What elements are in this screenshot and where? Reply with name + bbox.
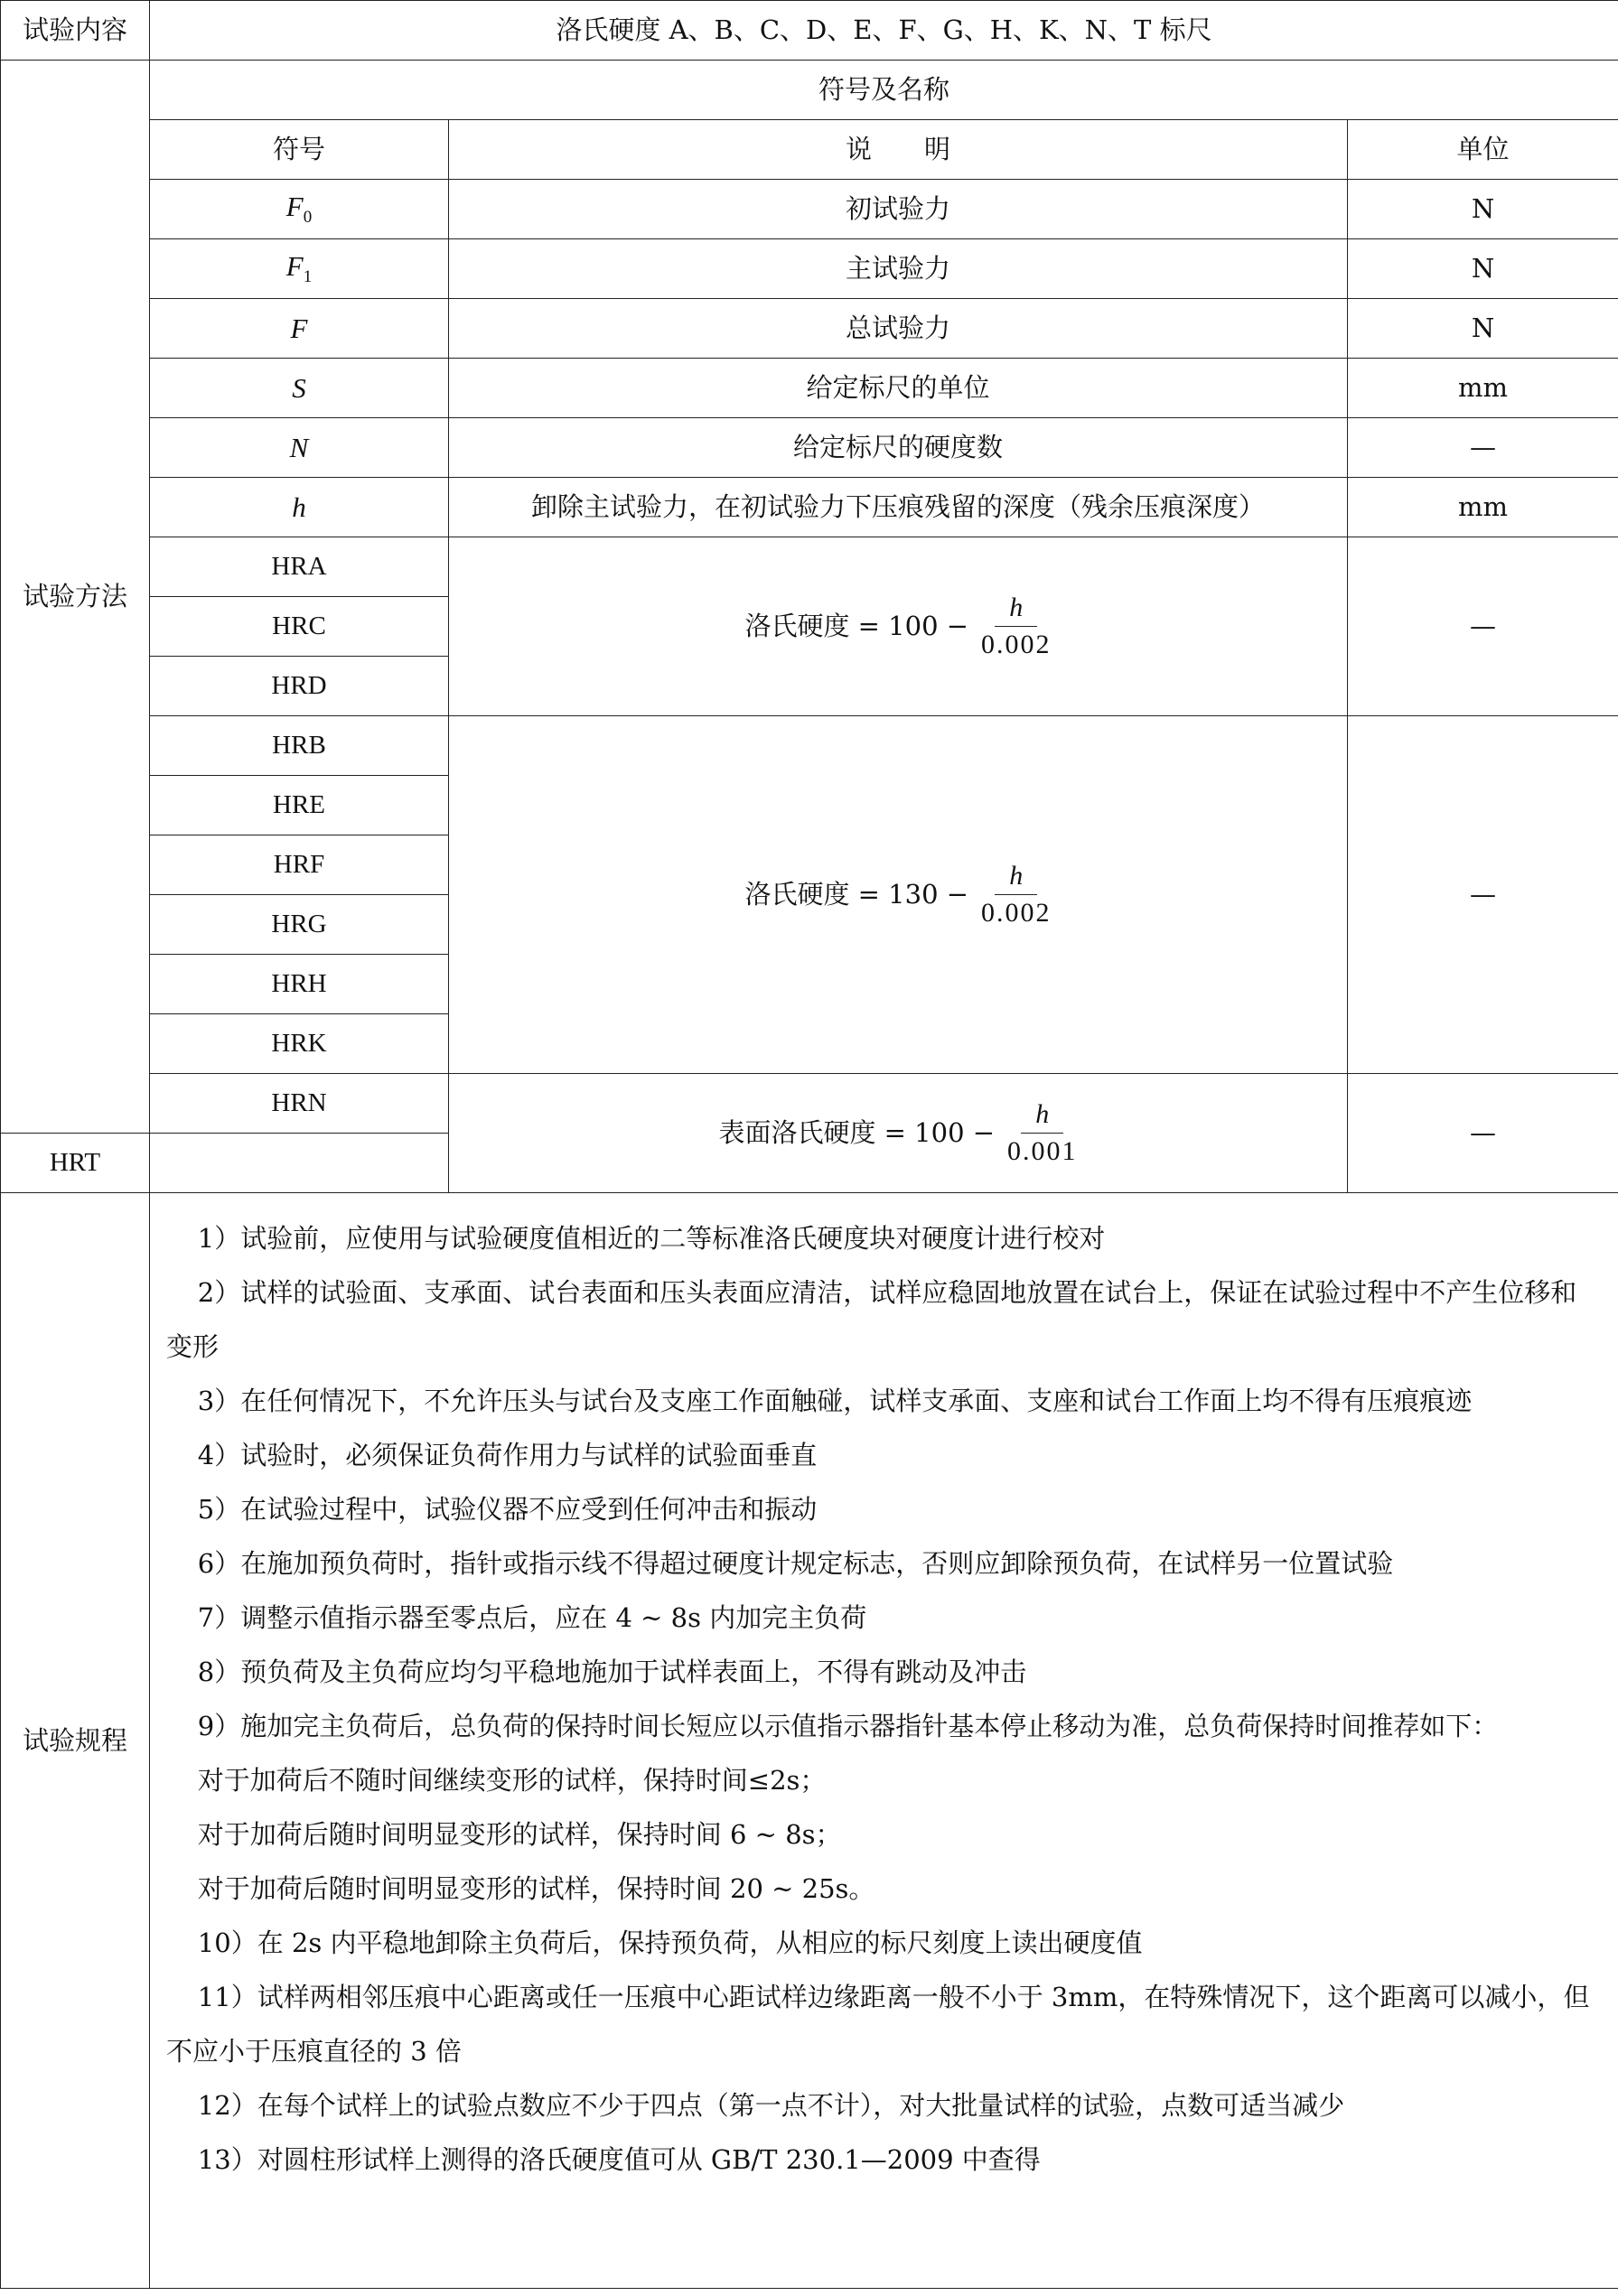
symbol-row — [1, 180, 1618, 239]
symbol-cell — [150, 180, 449, 239]
row-test-procedure — [1, 1193, 1618, 2289]
fraction — [1007, 1098, 1078, 1168]
symbol-description: 给定标尺的硬度数 — [449, 418, 1348, 478]
procedure-item: 4）试验时，必须保证负荷作用力与试样的试验面垂直 — [197, 1440, 818, 1470]
procedure-item: 11）试样两相邻压痕中心距离或任一压痕中心距试样边缘距离一般不小于 3mm，在特殊情况下，这个距离可以减小，但不应小于压痕直径的 3 倍 — [166, 1982, 1590, 2067]
formula — [718, 1098, 1077, 1168]
symbol-description: 主试验力 — [449, 239, 1348, 299]
formula — [744, 592, 1051, 661]
symbol-cell — [150, 359, 449, 418]
symbol-row — [1, 239, 1618, 299]
scale-code: HRT — [1, 1134, 150, 1193]
fraction-denominator: 0.002 — [981, 630, 1052, 659]
row-symbols-title — [1, 61, 1618, 120]
procedure-item: 对于加荷后不随时间继续变形的试样，保持时间≤2s； — [197, 1765, 827, 1796]
formula-prefix: 洛氏硬度 = 130 − — [744, 879, 969, 910]
procedure-item: 8）预负荷及主负荷应均匀平稳地施加于试样表面上，不得有跳动及冲击 — [197, 1657, 1027, 1687]
scale-code: HRN — [150, 1074, 449, 1134]
procedure-item: 1）试验前，应使用与试验硬度值相近的二等标准洛氏硬度块对硬度计进行校对 — [197, 1223, 1106, 1254]
label-test-procedure: 试验规程 — [1, 1193, 150, 2289]
formula-unit: — — [1348, 716, 1618, 1074]
fraction-numerator: h — [995, 592, 1037, 627]
scale-code: HRC — [150, 597, 449, 657]
fraction — [981, 592, 1052, 661]
symbol-row — [1, 478, 1618, 537]
formula-unit: — — [1348, 1074, 1618, 1193]
procedure-item: 对于加荷后随时间明显变形的试样，保持时间 6 ~ 8s； — [197, 1819, 842, 1850]
scale-code: HRH — [150, 955, 449, 1014]
scale-row — [1, 1074, 1618, 1134]
procedure-item: 7）调整示值指示器至零点后，应在 4 ~ 8s 内加完主负荷 — [197, 1602, 867, 1633]
procedure-item: 10）在 2s 内平稳地卸除主负荷后，保持预负荷，从相应的标尺刻度上读出硬度值 — [197, 1927, 1143, 1958]
procedure-item: 5）在试验过程中，试验仪器不应受到任何冲击和振动 — [197, 1494, 818, 1525]
scale-code: HRD — [150, 657, 449, 716]
header-symbol: 符号 — [150, 120, 449, 180]
symbol-cell — [150, 418, 449, 478]
scale-code: HRF — [150, 835, 449, 895]
symbol-cell — [150, 239, 449, 299]
header-unit: 单位 — [1348, 120, 1618, 180]
symbol-unit: N — [1348, 180, 1618, 239]
formula-prefix: 表面洛氏硬度 = 100 − — [718, 1117, 996, 1149]
scale-code: HRA — [150, 537, 449, 597]
test-content-value: 洛氏硬度 A、B、C、D、E、F、G、H、K、N、T 标尺 — [150, 1, 1618, 61]
label-test-content: 试验内容 — [1, 1, 150, 61]
symbol-description: 总试验力 — [449, 299, 1348, 359]
symbol-row — [1, 359, 1618, 418]
procedure-item: 对于加荷后随时间明显变形的试样，保持时间 20 ~ 25s。 — [197, 1873, 875, 1904]
symbol-cell — [150, 478, 449, 537]
symbol-unit: N — [1348, 239, 1618, 299]
procedure-item: 12）在每个试样上的试验点数应不少于四点（第一点不计），对大批量试样的试验，点数可适当减少 — [197, 2090, 1345, 2121]
scale-code: HRK — [150, 1014, 449, 1074]
symbol-letter: N — [289, 431, 309, 463]
procedure-item: 9）施加完主负荷后，总负荷的保持时间长短应以示值指示器指针基本停止移动为准，总负荷保持时间推荐如下： — [197, 1711, 1499, 1741]
procedure-item: 6）在施加预负荷时，指针或指示线不得超过硬度计规定标志，否则应卸除预负荷，在试样另一位置试验 — [197, 1548, 1394, 1579]
symbol-letter: F — [290, 312, 308, 344]
symbol-subscript: 1 — [303, 267, 313, 287]
fraction-denominator: 0.002 — [981, 898, 1052, 928]
symbol-description: 卸除主试验力，在初试验力下压痕残留的深度（残余压痕深度） — [449, 478, 1348, 537]
symbol-cell — [150, 299, 449, 359]
formula-cell — [449, 716, 1348, 1074]
symbol-letter: h — [292, 490, 306, 523]
row-column-headers — [1, 120, 1618, 180]
scale-row — [1, 716, 1618, 776]
symbols-title: 符号及名称 — [150, 61, 1618, 120]
symbol-letter: S — [292, 371, 306, 404]
formula-prefix: 洛氏硬度 = 100 − — [744, 611, 969, 642]
symbol-row — [1, 418, 1618, 478]
symbol-letter: F — [285, 250, 304, 282]
symbol-unit: mm — [1348, 359, 1618, 418]
fraction — [981, 860, 1052, 929]
symbol-subscript: 0 — [303, 208, 313, 228]
procedure-item: 2）试样的试验面、支承面、试台表面和压头表面应清洁，试样应稳固地放置在试台上，保证在试验过程中不产生位移和变形 — [166, 1277, 1577, 1362]
fraction-denominator: 0.001 — [1007, 1136, 1078, 1166]
formula-unit: — — [1348, 537, 1618, 716]
symbol-letter: F — [285, 191, 304, 222]
procedure-item: 13）对圆柱形试样上测得的洛氏硬度值可从 GB/T 230.1—2009 中查得 — [197, 2144, 1041, 2175]
symbol-description: 初试验力 — [449, 180, 1348, 239]
fraction-numerator: h — [995, 860, 1037, 895]
row-test-content — [1, 1, 1618, 61]
symbol-unit: N — [1348, 299, 1618, 359]
procedure-list — [150, 1193, 1618, 2289]
label-test-method: 试验方法 — [1, 61, 150, 1134]
header-description: 说 明 — [449, 120, 1348, 180]
scale-row — [1, 537, 1618, 597]
scale-code: HRB — [150, 716, 449, 776]
fraction-numerator: h — [1021, 1098, 1063, 1134]
scale-code: HRE — [150, 776, 449, 835]
formula-cell — [449, 1074, 1348, 1193]
formula — [744, 860, 1051, 929]
symbol-unit: — — [1348, 418, 1618, 478]
symbol-description: 给定标尺的单位 — [449, 359, 1348, 418]
symbol-row — [1, 299, 1618, 359]
symbol-unit: mm — [1348, 478, 1618, 537]
procedure-item: 3）在任何情况下，不允许压头与试台及支座工作面触碰，试样支承面、支座和试台工作面上均不得有压痕痕迹 — [197, 1386, 1473, 1416]
formula-cell — [449, 537, 1348, 716]
scale-code: HRG — [150, 895, 449, 955]
